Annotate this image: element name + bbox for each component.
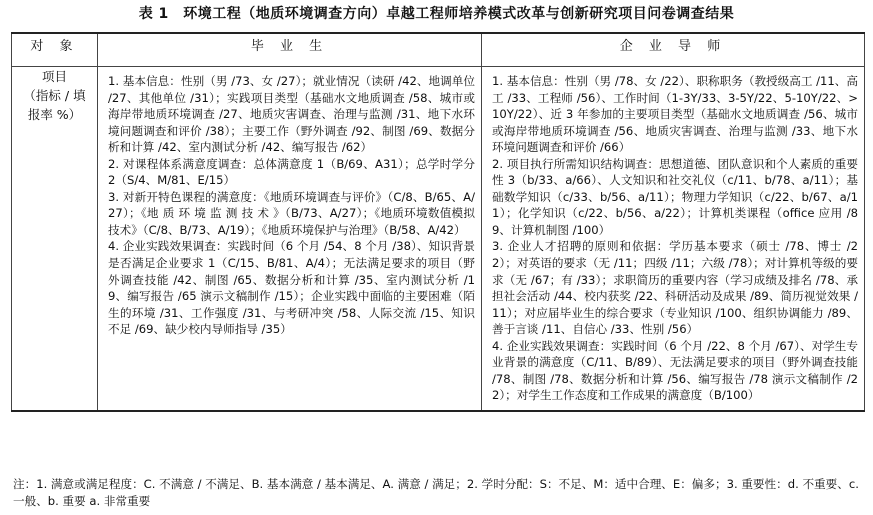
survey-results-table [11,32,865,412]
header-row [12,33,865,67]
header-graduates: 毕 业 生 [98,33,482,67]
table-title: 表 1 环境工程（地质环境调查方向）卓越工程师培养模式改革与创新研究项目问卷调查结果 [138,6,735,22]
mentors-item-4: 4. 企业实践效果调查：实践时间（6 个月 /22、8 个月 /67）、对学生专业背景的满意度（C/11、B/89）、无法满足要求的项目（野外调查技能 /78、制图 /78、数据分析和计算 /56、编写报告 /78 演示文稿制作 /22）；对学生工作态度和工作成果的满意度（B/100） [492,338,858,403]
row-label [12,67,98,411]
mentors-item-3: 3. 企业人才招聘的原则和依据：学历基本要求（硕士 /78、博士 /22）；对英语的要求（无 /11；四级 /11；六级 /78）；对计算机等级的要求（无 /67；有 /33）；求职简历的重要内容（学习成绩及排名 /78、承担社会活动 /44、校内获奖 /22、科研活动及成果 /89、简历视觉效果 /11）；对应届毕业生的综合要求（专业知识 /100、组织协调能力 /89、善于言谈 /11、自信心 /33、性别 /56） [492,239,858,337]
mentors-item-1: 1. 基本信息：性别（男 /78、女 /22）、职称职务（教授级高工 /11、高工 /33、工程师 /56）、工作时间（1-3Y/33、3-5Y/22、5-10Y/22、>10Y/22）、近 3 年参加的主要项目类型（基础水文地质调查 /56、城市或海岸带地质环境调查 /56、地质灾害调查、治理与监测 /33、地下水环境问题调查和评价 /66） [492,74,858,155]
graduates-item-3: 3. 对新开特色课程的满意度：《地质环境调查与评价》（C/8、B/65、A/27）；《地 质 环 境 监 测 技 术 》（B/73、A/27）；《地质环境数值模拟技术》（C/8、B/73、A/19）；《地质环境保护与治理》（B/58、A/42） [108,189,475,237]
row-label-line2: （指标 / 填 [23,88,86,103]
graduates-cell [98,67,482,411]
table-note: 注：1. 满意或满足程度：C. 不满意 / 不满足、B. 基本满意 / 基本满足、A. 满意 / 满足；2. 学时分配：S：不足、M：适中合理、E：偏多；3. 重要性：d. 不重要、c. 一般、b. 重要 a. 非常重要 [13,477,859,508]
header-object: 对 象 [12,33,98,67]
mentors-item-2: 2. 项目执行所需知识结构调查：思想道德、团队意识和个人素质的重要性 3（b/33、a/66）、人文知识和社交礼仪（c/11、b/78、a/11）；基础数学知识（c/33、b/56、a/11）；物理力学知识（c/22、b/67、a/11）；化学知识（c/22、b/56、a/22）；计算机类课程（office 应用 /89、计算机制图 /100） [492,156,858,237]
content-row [12,67,865,411]
mentors-cell [482,67,865,411]
row-label-line1: 项目 [41,69,67,84]
header-mentors: 企 业 导 师 [482,33,865,67]
graduates-item-4: 4. 企业实践效果调查：实践时间（6 个月 /54、8 个月 /38）、知识背景是否满足企业要求 1（C/15、B/81、A/4）；无法满足要求的项目（野外调查技能 /42、制图 /65、数据分析和计算 /35、室内测试分析 /19、编写报告 /65 演示文稿制作 /15）；企业实践中面临的主要困难（陌生的环境 /31、工作强度 /31、与考研冲突 /58、人际交流 /15、知识不足 /69、缺少校内导师指导 /35） [108,239,475,337]
graduates-item-1: 1. 基本信息：性别（男 /73、女 /27）；就业情况（读研 /42、地调单位 /27、其他单位 /31）；实践项目类型（基础水文地质调查 /58、城市或海岸带地质环境调查 /27、地质灾害调查、治理与监测 /31、地下水环境问题调查和评价 /38）；主要工作（野外调查 /92、制图 /69、数据分析和计算 /42、室内测试分析 /42、编写报告 /62） [108,74,475,155]
graduates-item-2: 2. 对课程体系满意度调查：总体满意度 1（B/69、A31）；总学时学分 2（S/4、M/81、E/15） [108,156,475,188]
row-label-line3: 报率 %） [27,107,82,122]
